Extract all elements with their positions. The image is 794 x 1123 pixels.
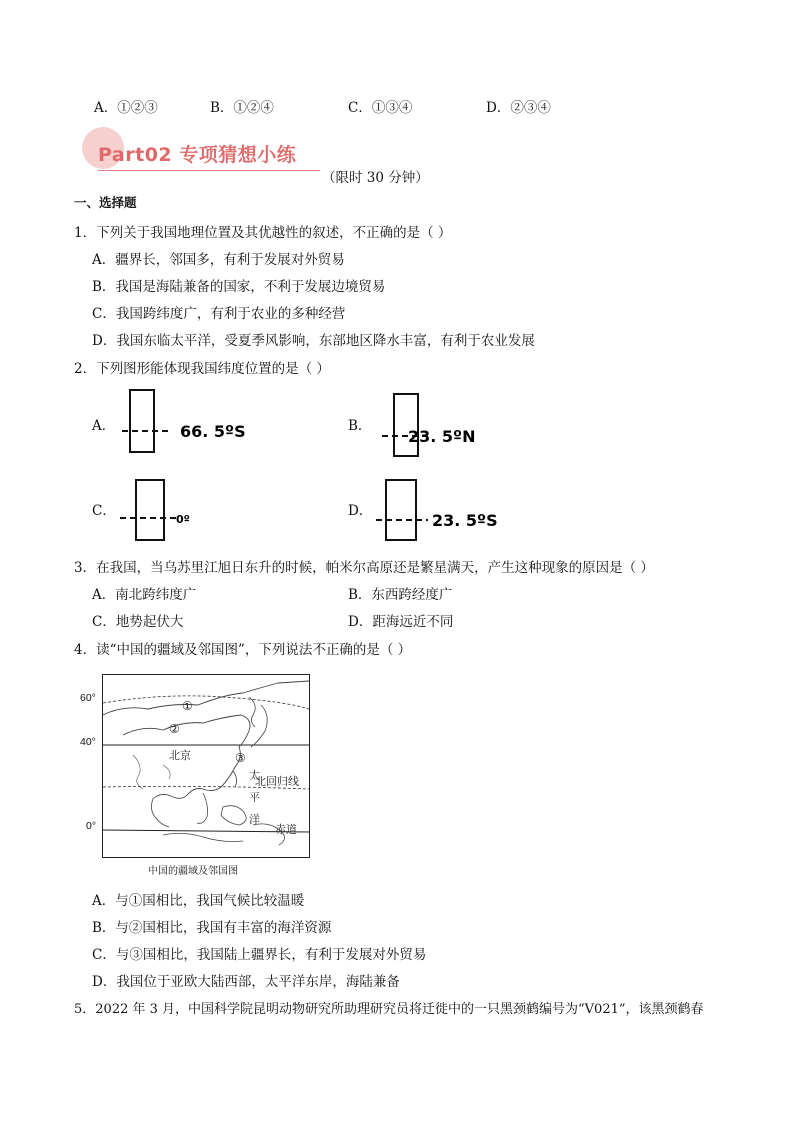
top-option-d: D．②③④ xyxy=(486,100,551,116)
latitude-figure-a xyxy=(120,388,250,458)
question-3-option-a: A．南北跨纬度广 xyxy=(92,587,197,603)
question-1-option-d: D．我国东临太平洋，受夏季风影响，东部地区降水丰富，有利于农业发展 xyxy=(92,333,535,349)
question-3-option-d: D．距海远近不同 xyxy=(348,614,454,630)
part-heading: 一、选择题 xyxy=(74,195,137,210)
section-title: Part02 专项猜想小练 xyxy=(98,144,297,166)
question-2-stem: 2．下列图形能体现我国纬度位置的是（ ） xyxy=(74,361,330,377)
latitude-figure-b xyxy=(378,390,508,460)
latitude-label-c: 0º xyxy=(176,513,190,526)
map-lat-0: 0° xyxy=(86,820,97,832)
question-4-option-b: B．与②国相比，我国有丰富的海洋资源 xyxy=(92,920,332,936)
top-option-c: C．①③④ xyxy=(348,100,413,116)
question-4-option-c: C．与③国相比，我国陆上疆界长，有利于发展对外贸易 xyxy=(92,947,427,963)
map-lat-40: 40° xyxy=(80,736,96,748)
question-1-stem: 1．下列关于我国地理位置及其优越性的叙述，不正确的是（ ） xyxy=(74,225,452,241)
question-3-option-b: B．东西跨经度广 xyxy=(348,587,453,603)
latitude-label-a: 66. 5ºS xyxy=(180,422,246,441)
map-lat-60: 60° xyxy=(80,692,96,704)
question-2-option-d: D． xyxy=(348,503,373,519)
question-1-option-c: C．我国跨纬度广，有利于农业的多种经营 xyxy=(92,306,346,322)
question-4-option-d: D．我国位于亚欧大陆西部，太平洋东岸，海陆兼备 xyxy=(92,974,400,990)
latitude-figure-c xyxy=(118,476,208,546)
map-label-ocean-3: 洋 xyxy=(249,814,260,826)
china-neighbors-map xyxy=(102,674,310,858)
map-label-ocean-1: 太 xyxy=(249,770,260,782)
question-1-option-a: A．疆界长，邻国多，有利于发展对外贸易 xyxy=(92,252,345,268)
map-caption: 中国的疆域及邻国图 xyxy=(148,866,238,877)
map-label-ocean-2: 平 xyxy=(249,792,260,804)
map-label-equator: 赤道 xyxy=(275,824,297,836)
top-option-a: A．①②③ xyxy=(94,100,158,116)
latitude-figure-d xyxy=(372,476,502,546)
time-limit: （限时 30 分钟） xyxy=(322,170,429,186)
latitude-label-b: 23. 5ºN xyxy=(408,427,476,446)
section-underline xyxy=(98,170,320,171)
map-label-beijing: 北京 xyxy=(169,750,191,762)
question-4-stem: 4．读“中国的疆域及邻国图”，下列说法不正确的是（ ） xyxy=(74,642,412,658)
latitude-label-d: 23. 5ºS xyxy=(432,511,498,530)
question-4-option-a: A．与①国相比，我国气候比较温暖 xyxy=(92,893,305,909)
question-2-option-c: C． xyxy=(92,503,116,519)
map-label-tropic: 北回归线 xyxy=(255,776,299,788)
map-label-country-2: ② xyxy=(169,722,180,736)
map-label-country-1: ① xyxy=(182,699,193,713)
question-2-option-a: A． xyxy=(92,418,116,434)
question-1-option-b: B．我国是海陆兼备的国家，不利于发展边境贸易 xyxy=(92,279,386,295)
top-option-b: B．①②④ xyxy=(210,100,274,116)
question-3-stem: 3．在我国，当乌苏里江旭日东升的时候，帕米尔高原还是繁星满天，产生这种现象的原因是（ ） xyxy=(74,560,654,576)
map-label-country-3: ③ xyxy=(235,751,246,765)
question-2-option-b: B． xyxy=(348,418,372,434)
question-3-option-c: C．地势起伏大 xyxy=(92,614,184,630)
question-5-stem: 5．2022 年 3 月，中国科学院昆明动物研究所助理研究员将迁徙中的一只黑颈鹤编号为“V021”，该黑颈鹤春 xyxy=(74,1002,704,1017)
